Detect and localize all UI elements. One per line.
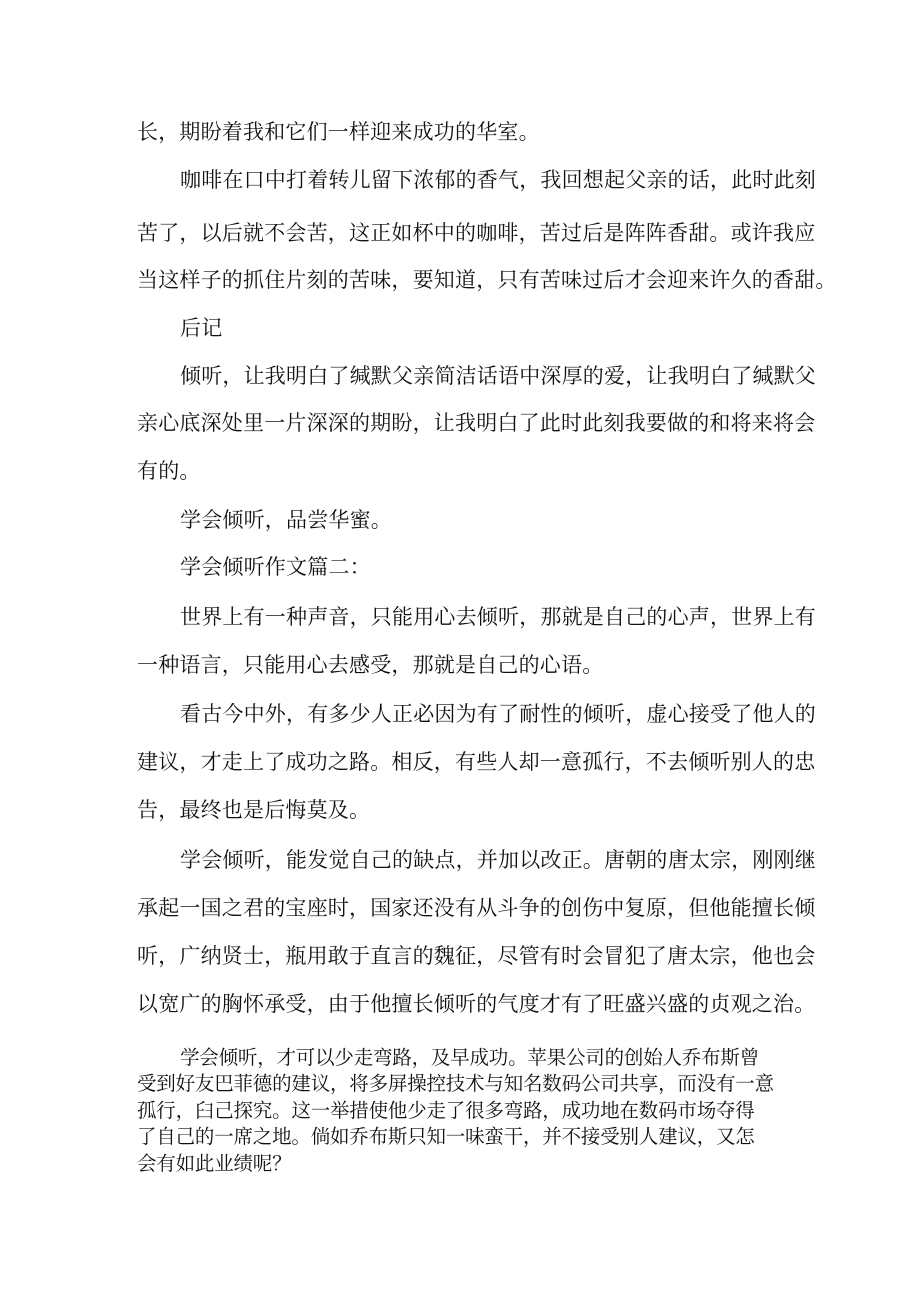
text-line: 了自己的一席之地。倘如乔布斯只知一味蛮干，并不接受别人建议，又怎 (137, 1125, 755, 1148)
text-line: 倾听，让我明白了缄默父亲简洁话语中深厚的爱，让我明白了缄默父 (180, 364, 816, 388)
text-line: 受到好友巴菲德的建议，将多屏操控技术与知名数码公司共享，而没有一意 (137, 1072, 774, 1095)
text-line: 告，最终也是后悔莫及。 (137, 798, 371, 822)
text-line: 学会倾听，能发觉自己的缺点，并加以改正。唐朝的唐太宗，刚刚继 (180, 848, 816, 872)
text-line: 学会倾听作文篇二： (180, 555, 371, 579)
text-line: 会有如此业绩呢？ (137, 1152, 292, 1175)
text-line: 有的。 (137, 459, 201, 483)
text-line: 亲心底深处里一片深深的期盼，让我明白了此时此刻我要做的和将来将会 (137, 411, 816, 435)
text-line: 当这样子的抓住片刻的苦味，要知道，只有苦味过后才会迎来许久的香甜。 (137, 268, 837, 292)
text-line: 世界上有一种声音，只能用心去倾听，那就是自己的心声，世界上有 (180, 605, 816, 629)
text-line: 承起一国之君的宝座时，国家还没有从斗争的创伤中复原，但他能擅长倾 (137, 896, 816, 920)
text-line: 咖啡在口中打着转儿留下浓郁的香气，我回想起父亲的话，此时此刻 (180, 168, 816, 192)
text-line: 学会倾听，品尝华蜜。 (180, 508, 392, 532)
text-line: 长，期盼着我和它们一样迎来成功的华室。 (137, 120, 540, 144)
text-line: 学会倾听，才可以少走弯路，及早成功。苹果公司的创始人乔布斯曾 (180, 1046, 760, 1069)
text-line: 建议，才走上了成功之路。相反，有些人却一意孤行，不去倾听别人的忠 (137, 750, 816, 774)
text-line: 看古今中外，有多少人正必因为有了耐性的倾听，虚心接受了他人的 (180, 702, 816, 726)
text-line: 以宽广的胸怀承受，由于他擅长倾听的气度才有了旺盛兴盛的贞观之治。 (137, 992, 816, 1016)
text-line: 一种语言，只能用心去感受，那就是自己的心语。 (137, 653, 604, 677)
text-line: 后记 (180, 316, 223, 340)
text-line: 苦了，以后就不会苦，这正如杯中的咖啡，苦过后是阵阵香甜。或许我应 (137, 221, 816, 245)
text-line: 孤行，臼己探究。这一举措使他少走了很多弯路，成功地在数码市场夺得 (137, 1099, 755, 1122)
text-line: 听，广纳贤士，瓶用敢于直言的魏征，尽管有时会冒犯了唐太宗，他也会 (137, 944, 816, 968)
